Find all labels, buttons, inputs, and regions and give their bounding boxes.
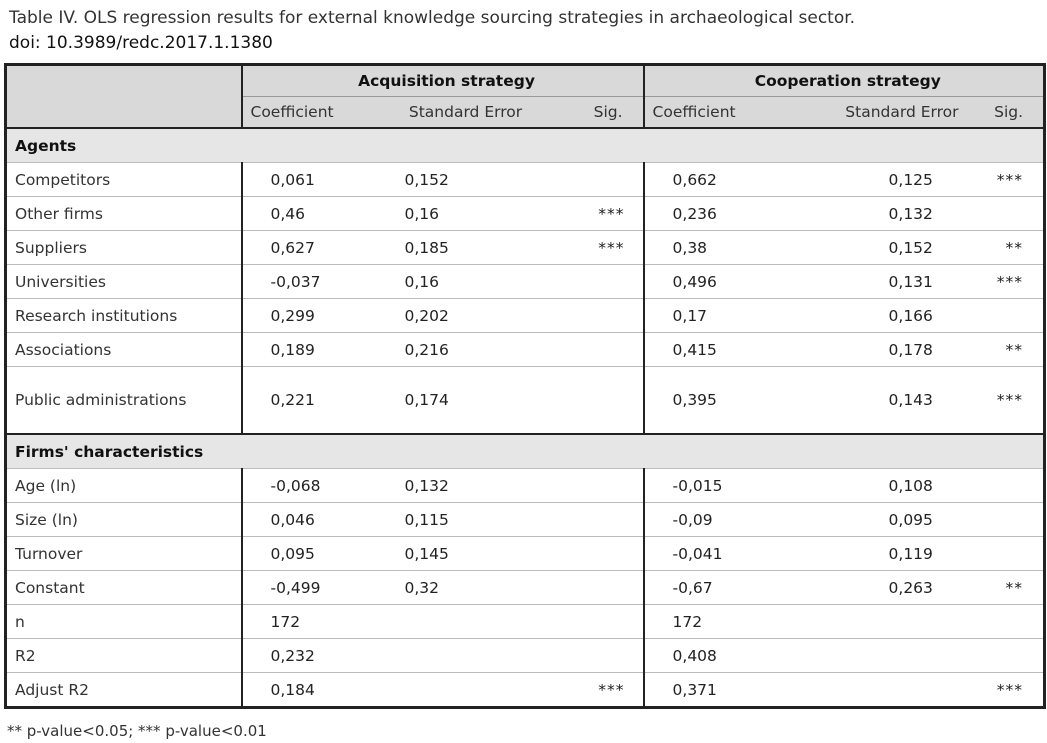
acq-significance	[547, 367, 644, 435]
acq-coefficient: -0,499	[242, 571, 377, 605]
coop-coefficient: 172	[644, 605, 819, 639]
row-label: Turnover	[6, 537, 242, 571]
acq-significance	[547, 571, 644, 605]
row-label: n	[6, 605, 242, 639]
table-row	[6, 673, 1045, 708]
header-coop-sig: Sig.	[979, 97, 1045, 129]
coop-significance: **	[979, 333, 1045, 367]
acq-coefficient: 0,627	[242, 231, 377, 265]
acq-significance	[547, 537, 644, 571]
coop-significance	[979, 537, 1045, 571]
coop-standard-error: 0,263	[819, 571, 979, 605]
header-blank-cell	[6, 65, 242, 129]
table-row	[6, 571, 1045, 605]
acq-coefficient: 0,184	[242, 673, 377, 708]
acq-standard-error: 0,115	[377, 503, 547, 537]
row-label: Associations	[6, 333, 242, 367]
acq-coefficient: 0,189	[242, 333, 377, 367]
coop-standard-error: 0,108	[819, 469, 979, 503]
row-label: Public administrations	[6, 367, 242, 435]
table-body	[6, 128, 1045, 708]
header-coop-coefficient: Coefficient	[644, 97, 819, 129]
coop-significance: ***	[979, 265, 1045, 299]
table-row	[6, 469, 1045, 503]
acq-standard-error: 0,32	[377, 571, 547, 605]
table-row	[6, 163, 1045, 197]
coop-coefficient: 0,496	[644, 265, 819, 299]
coop-significance: **	[979, 571, 1045, 605]
acq-standard-error	[377, 673, 547, 708]
coop-significance	[979, 503, 1045, 537]
acq-coefficient: -0,037	[242, 265, 377, 299]
row-label: Age (ln)	[6, 469, 242, 503]
table-row	[6, 639, 1045, 673]
acq-standard-error: 0,185	[377, 231, 547, 265]
section-title: Agents	[6, 128, 1045, 163]
coop-coefficient: -0,67	[644, 571, 819, 605]
coop-coefficient: 0,17	[644, 299, 819, 333]
acq-significance	[547, 639, 644, 673]
acq-significance	[547, 299, 644, 333]
coop-significance	[979, 299, 1045, 333]
coop-significance: **	[979, 231, 1045, 265]
acq-coefficient: -0,068	[242, 469, 377, 503]
acq-significance	[547, 265, 644, 299]
header-acq-coefficient: Coefficient	[242, 97, 377, 129]
coop-standard-error: 0,152	[819, 231, 979, 265]
table-row	[6, 605, 1045, 639]
section-header-row	[6, 434, 1045, 469]
coop-significance	[979, 605, 1045, 639]
table-title: Table IV. OLS regression results for external knowledge sourcing strategies in archaeological sector.	[9, 8, 856, 28]
coop-coefficient: -0,09	[644, 503, 819, 537]
acq-significance	[547, 605, 644, 639]
row-label: Size (ln)	[6, 503, 242, 537]
row-label: Research institutions	[6, 299, 242, 333]
row-label: Adjust R2	[6, 673, 242, 708]
row-label: Other firms	[6, 197, 242, 231]
acq-coefficient: 0,46	[242, 197, 377, 231]
acq-significance: ***	[547, 197, 644, 231]
table-caption	[9, 6, 855, 56]
coop-standard-error: 0,125	[819, 163, 979, 197]
acq-coefficient: 0,299	[242, 299, 377, 333]
coop-significance	[979, 469, 1045, 503]
coop-standard-error	[819, 639, 979, 673]
row-label: Suppliers	[6, 231, 242, 265]
coop-coefficient: 0,371	[644, 673, 819, 708]
coop-significance	[979, 639, 1045, 673]
coop-coefficient: -0,041	[644, 537, 819, 571]
coop-standard-error: 0,143	[819, 367, 979, 435]
acq-coefficient: 0,046	[242, 503, 377, 537]
acq-significance	[547, 333, 644, 367]
table-row	[6, 537, 1045, 571]
header-cooperation: Cooperation strategy	[644, 65, 1045, 97]
header-coop-standard-error: Standard Error	[819, 97, 979, 129]
acq-standard-error: 0,202	[377, 299, 547, 333]
coop-coefficient: 0,662	[644, 163, 819, 197]
acq-standard-error	[377, 605, 547, 639]
row-label: R2	[6, 639, 242, 673]
coop-coefficient: 0,236	[644, 197, 819, 231]
coop-coefficient: -0,015	[644, 469, 819, 503]
acq-coefficient: 0,095	[242, 537, 377, 571]
acq-significance: ***	[547, 231, 644, 265]
section-header-row	[6, 128, 1045, 163]
coop-standard-error: 0,166	[819, 299, 979, 333]
coop-coefficient: 0,415	[644, 333, 819, 367]
coop-significance: ***	[979, 163, 1045, 197]
coop-significance: ***	[979, 367, 1045, 435]
regression-table	[4, 63, 1046, 709]
acq-standard-error: 0,152	[377, 163, 547, 197]
acq-standard-error: 0,132	[377, 469, 547, 503]
row-label: Competitors	[6, 163, 242, 197]
coop-significance: ***	[979, 673, 1045, 708]
acq-significance	[547, 469, 644, 503]
coop-standard-error: 0,131	[819, 265, 979, 299]
coop-standard-error	[819, 673, 979, 708]
acq-significance	[547, 163, 644, 197]
header-row-groups	[6, 65, 1045, 97]
acq-coefficient: 0,061	[242, 163, 377, 197]
table-row	[6, 367, 1045, 435]
acq-standard-error: 0,174	[377, 367, 547, 435]
acq-standard-error: 0,145	[377, 537, 547, 571]
acq-coefficient: 0,221	[242, 367, 377, 435]
coop-standard-error: 0,132	[819, 197, 979, 231]
table-row	[6, 299, 1045, 333]
acq-significance	[547, 503, 644, 537]
coop-coefficient: 0,395	[644, 367, 819, 435]
coop-standard-error: 0,119	[819, 537, 979, 571]
coop-significance	[979, 197, 1045, 231]
row-label: Constant	[6, 571, 242, 605]
table-row	[6, 333, 1045, 367]
coop-standard-error	[819, 605, 979, 639]
header-acq-standard-error: Standard Error	[377, 97, 547, 129]
table-row	[6, 197, 1045, 231]
acq-standard-error: 0,16	[377, 265, 547, 299]
coop-coefficient: 0,408	[644, 639, 819, 673]
section-title: Firms' characteristics	[6, 434, 1045, 469]
table-row	[6, 503, 1045, 537]
acq-standard-error: 0,216	[377, 333, 547, 367]
coop-coefficient: 0,38	[644, 231, 819, 265]
acq-coefficient: 172	[242, 605, 377, 639]
header-acq-sig: Sig.	[547, 97, 644, 129]
table-footnote: ** p-value<0.05; *** p-value<0.01	[7, 722, 267, 740]
acq-standard-error: 0,16	[377, 197, 547, 231]
doi-text: doi: 10.3989/redc.2017.1.1380	[9, 33, 273, 53]
coop-standard-error: 0,095	[819, 503, 979, 537]
acq-standard-error	[377, 639, 547, 673]
acq-significance: ***	[547, 673, 644, 708]
coop-standard-error: 0,178	[819, 333, 979, 367]
acq-coefficient: 0,232	[242, 639, 377, 673]
table-row	[6, 231, 1045, 265]
row-label: Universities	[6, 265, 242, 299]
header-acquisition: Acquisition strategy	[242, 65, 644, 97]
table-row	[6, 265, 1045, 299]
